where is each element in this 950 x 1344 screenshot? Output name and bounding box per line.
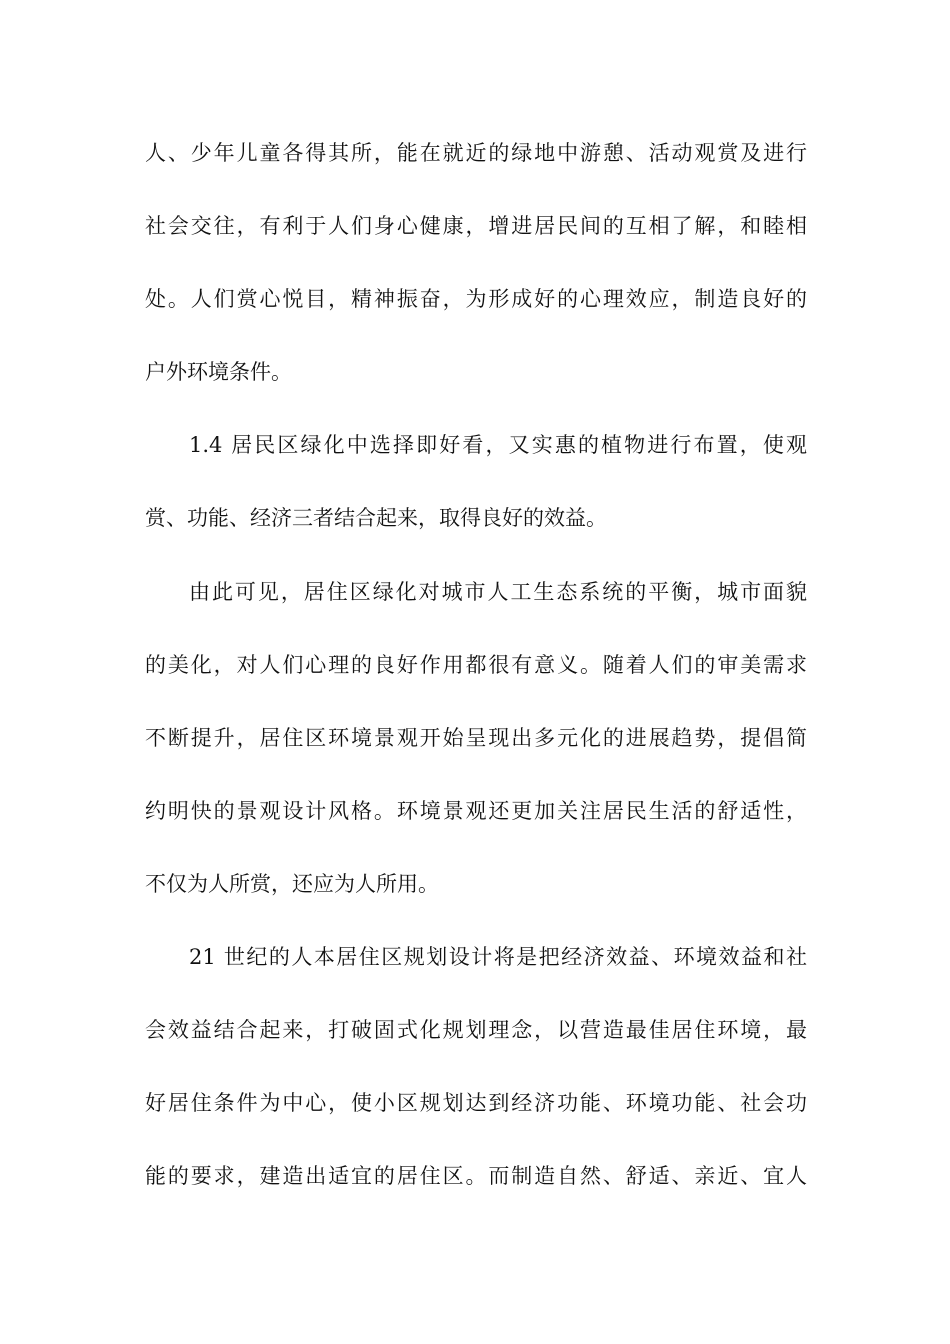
text-line: 赏、功能、经济三者结合起来，取得良好的效益。 — [145, 506, 607, 531]
body-text — [145, 128, 807, 1224]
text-line: 约明快的景观设计风格。环境景观还更加关注居民生活的舒适性， — [145, 798, 807, 823]
text-line: 不仅为人所赏，还应为人所用。 — [145, 871, 439, 896]
text-line: 好居住条件为中心，使小区规划达到经济功能、环境功能、社会功 — [145, 1091, 807, 1116]
text-line: 不断提升，居住区环境景观开始呈现出多元化的进展趋势，提倡简 — [145, 725, 807, 750]
text-line: 户外环境条件。 — [145, 360, 292, 385]
text-line: 能的要求，建造出适宜的居住区。而制造自然、舒适、亲近、宜人 — [145, 1164, 807, 1189]
text-line: 人、少年儿童各得其所，能在就近的绿地中游憩、活动观赏及进行 — [145, 141, 807, 165]
text-line: 由此可见，居住区绿化对城市人工生态系统的平衡，城市面貌 — [189, 579, 807, 604]
text-line: 21 世纪的人本居住区规划设计将是把经济效益、环境效益和社 — [189, 945, 807, 970]
text-line: 处。人们赏心悦目，精神振奋，为形成好的心理效应，制造良好的 — [145, 287, 807, 312]
text-line: 社会交往，有利于人们身心健康，增进居民间的互相了解，和睦相 — [145, 214, 807, 239]
text-line: 会效益结合起来，打破固式化规划理念，以营造最佳居住环境，最 — [145, 1018, 807, 1043]
text-line: 的美化，对人们心理的良好作用都很有意义。随着人们的审美需求 — [145, 652, 807, 677]
text-line: 1.4 居民区绿化中选择即好看，又实惠的植物进行布置，使观 — [189, 433, 807, 458]
